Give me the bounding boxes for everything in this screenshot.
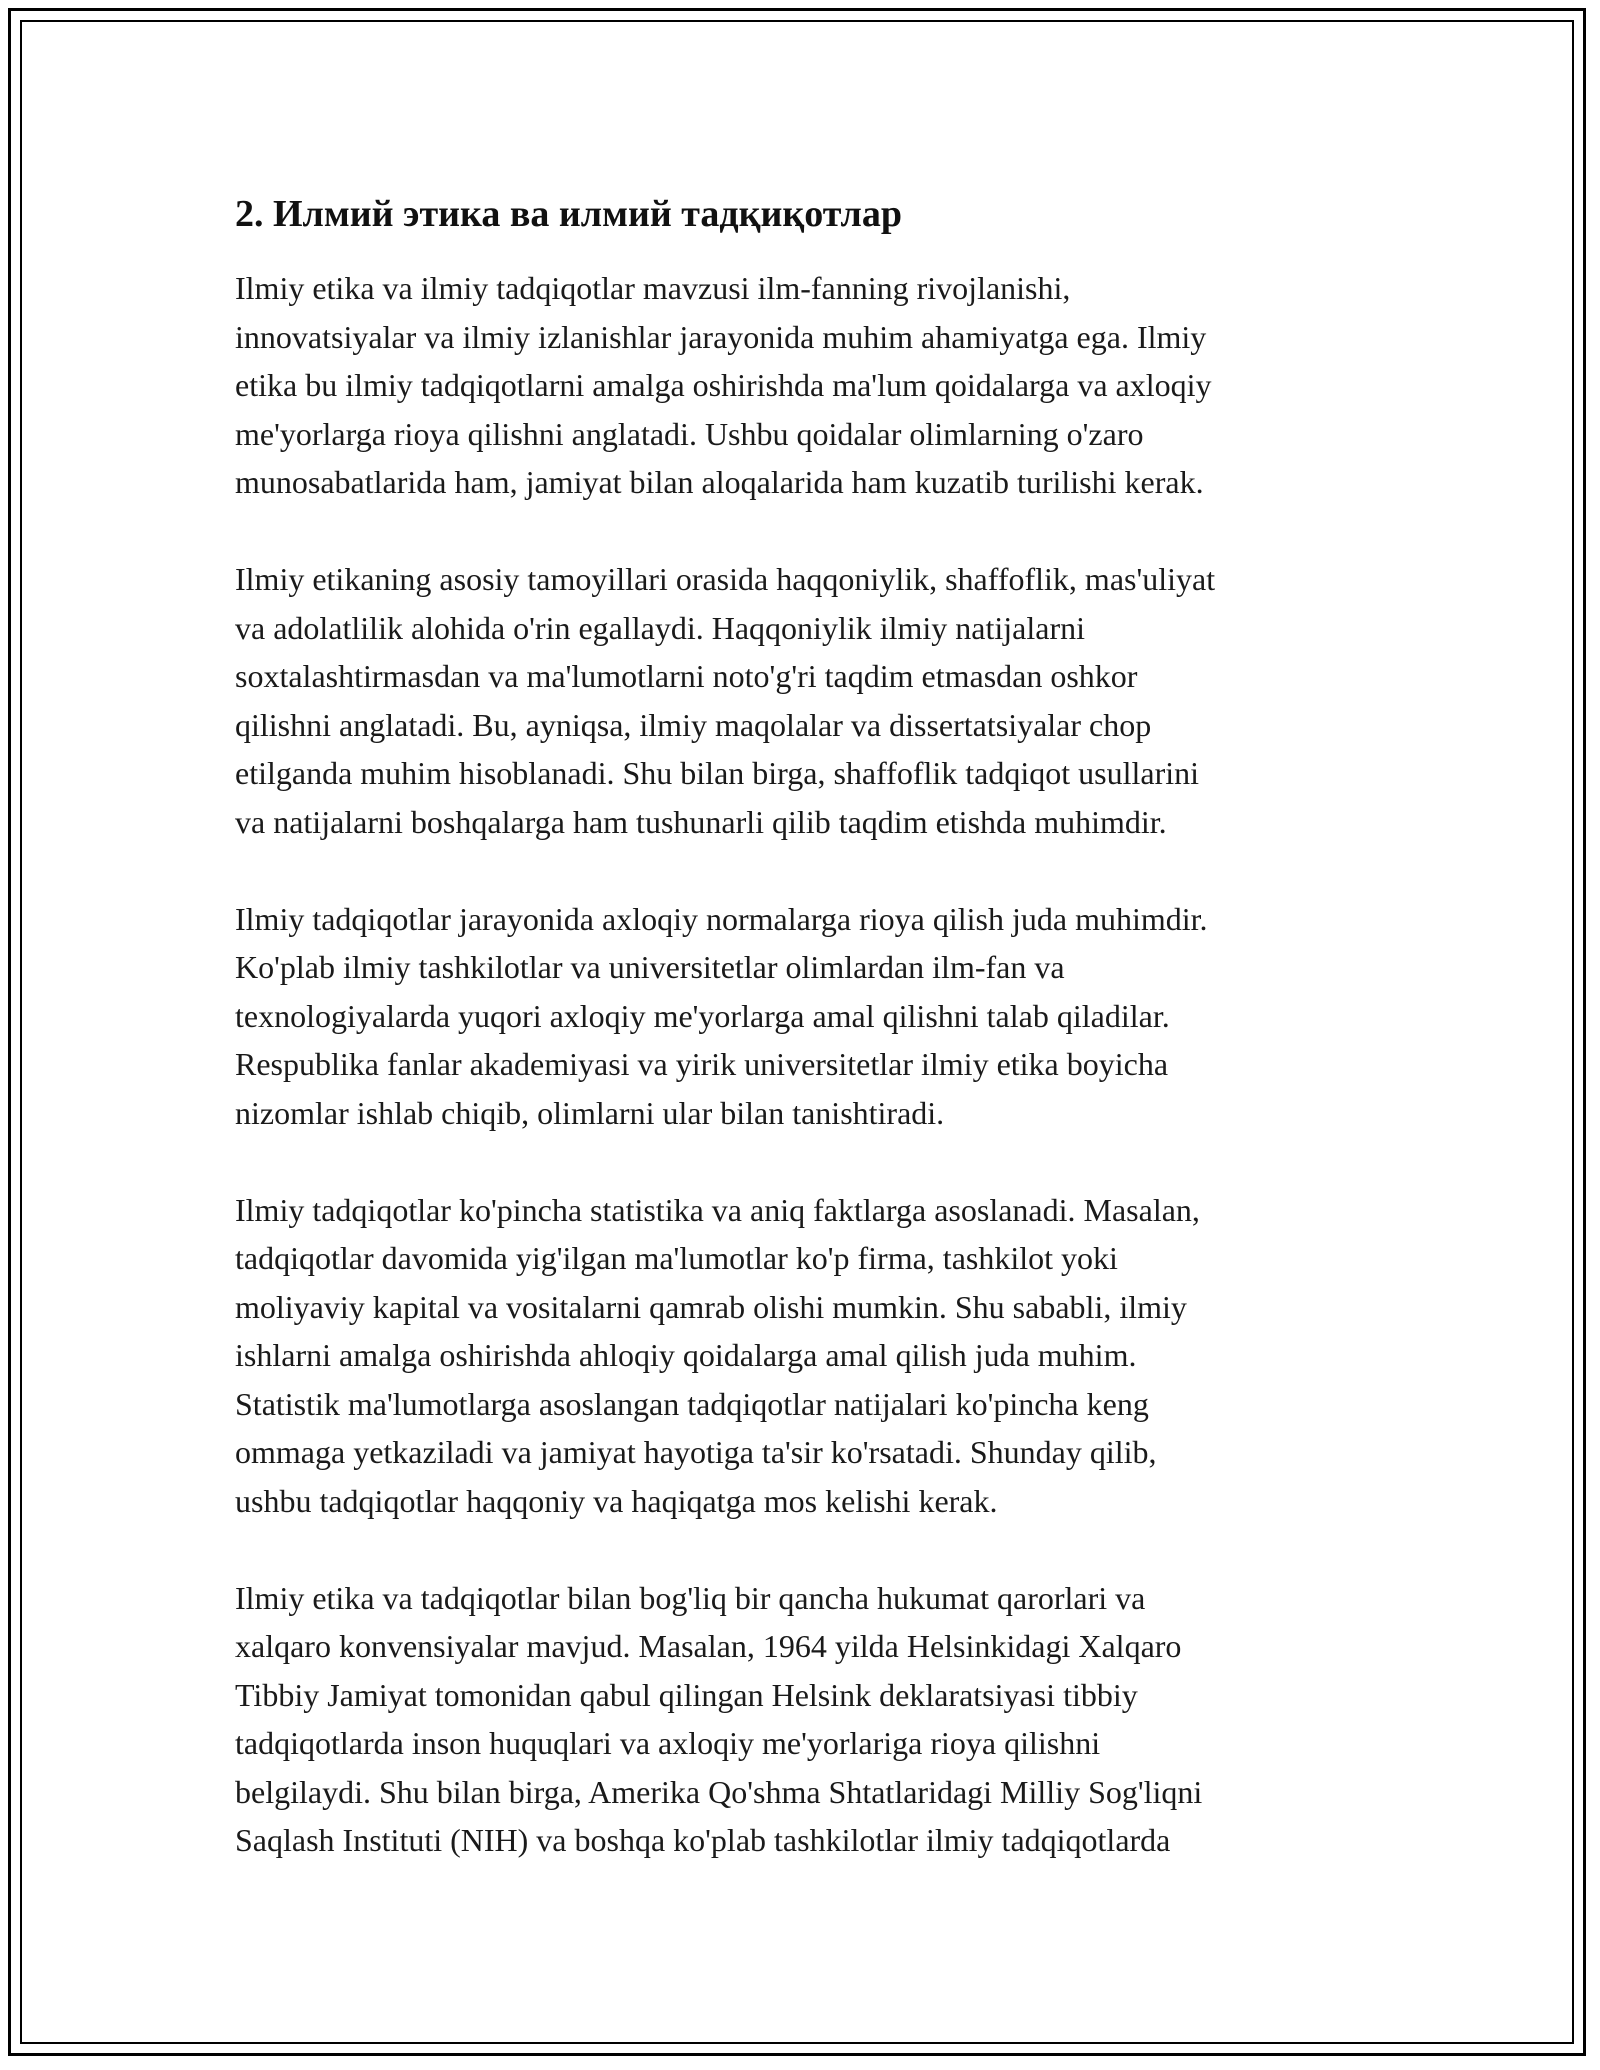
paragraph-4: Ilmiy tadqiqotlar ko'pincha statistika va aniq faktlarga asoslanadi. Masalan, tadqiqotlar davomida yig'ilgan ma'lumotlar ko'p firma, tashkilot yoki moliyaviy kapital va vositalarni qamrab olishi mumkin. Shu sababli, ilmiy ishlarni amalga oshirishda ahloqiy qoidalarga amal qilish juda muhim. Statistik ma'lumotlarga asoslangan tadqiqotlar natijalari ko'pincha keng ommaga yetkaziladi va jamiyat hayotiga ta'sir ko'rsatadi. Shunday qilib, ushbu tadqiqotlar haqqoniy va haqiqatga mos kelishi kerak. xyxy=(235,1191,1200,1519)
paragraph-3: Ilmiy tadqiqotlar jarayonida axloqiy normalarga rioya qilish juda muhimdir. Ko'plab ilmiy tashkilotlar va universitetlar olimlardan ilm-fan va texnologiyalarda yuqori axloqiy me'yorlarga amal qilishni talab qiladilar. Respublika fanlar akademiyasi va yirik universitetlar ilmiy etika boyicha nizomlar ishlab chiqib, olimlarni ular bilan tanishtiradi. xyxy=(235,900,1208,1131)
paragraph-5: Ilmiy etika va tadqiqotlar bilan bog'liq bir qancha hukumat qarorlari va xalqaro konvensiyalar mavjud. Masalan, 1964 yilda Helsinkidagi Xalqaro Tibbiy Jamiyat tomonidan qabul qilingan Helsink deklaratsiyasi tibbiy tadqiqotlarda inson huquqlari va axloqiy me'yorlariga rioya qilishni belgilaydi. Shu bilan birga, Amerika Qo'shma Shtatlaridagi Milliy Sog'liqni Saqlash Instituti (NIH) va boshqa ko'plab tashkilotlar ilmiy tadqiqotlarda xyxy=(235,1579,1203,1858)
paragraph-1: Ilmiy etika va ilmiy tadqiqotlar mavzusi ilm-fanning rivojlanishi, innovatsiyalar va ilmiy izlanishlar jarayonida muhim ahamiyatga ega. Ilmiy etika bu ilmiy tadqiqotlarni amalga oshirishda ma'lum qoidalarga va axloqiy me'yorlarga rioya qilishni anglatadi. Ushbu qoidalar olimlarning o'zaro munosabatlarida ham, jamiyat bilan aloqalarida ham kuzatib turilishi kerak. xyxy=(235,270,1212,500)
section-heading: 2. Илмий этика ва илмий тадқиқотлар xyxy=(235,193,902,235)
document-body xyxy=(235,188,1385,1865)
paragraph-2: Ilmiy etikaning asosiy tamoyillari orasida haqqoniylik, shaffoflik, mas'uliyat va adolatlilik alohida o'rin egallaydi. Haqqoniylik ilmiy natijalarni soxtalashtirmasdan va ma'lumotlarni noto'g'ri taqdim etmasdan oshkor qilishni anglatadi. Bu, ayniqsa, ilmiy maqolalar va dissertatsiyalar chop etilganda muhim hisoblanadi. Shu bilan birga, shaffoflik tadqiqot usullarini va natijalarni boshqalarga ham tushunarli qilib taqdim etishda muhimdir. xyxy=(235,561,1216,840)
